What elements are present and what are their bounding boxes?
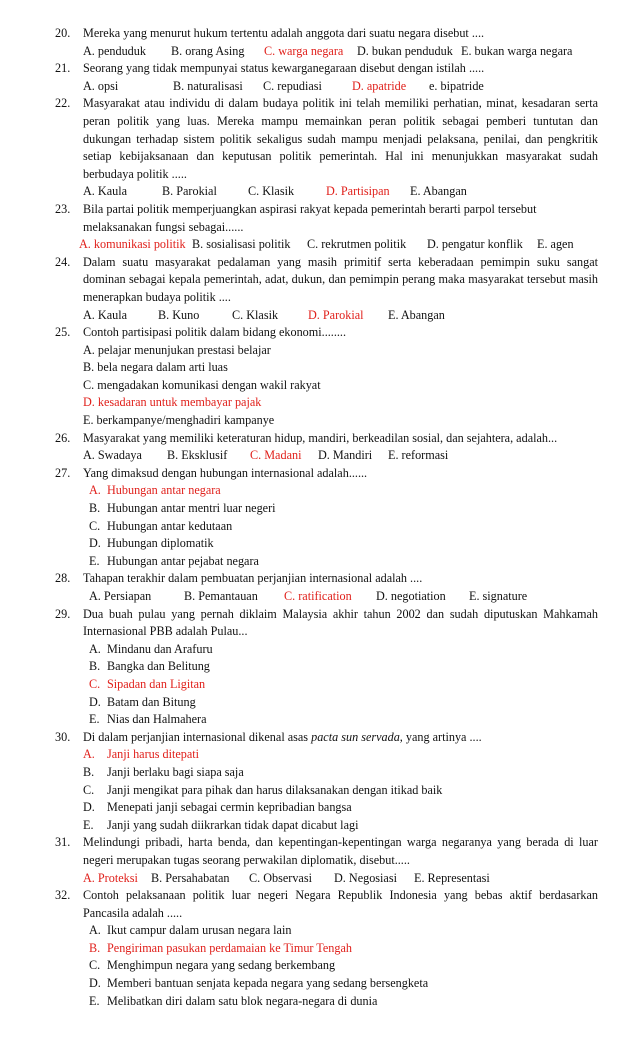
option-e: E. Nias dan Halmahera (89, 712, 207, 727)
option-a-answer: A. Janji harus ditepati (83, 747, 200, 762)
option-b: B. Bangka dan Belitung (89, 659, 210, 674)
question-23 (55, 201, 598, 254)
option-b: B. Eksklusif (167, 448, 228, 463)
question-stem: Contoh partisipasi politik dalam bidang ekonomi........ (83, 325, 347, 340)
question-number: 22. (55, 96, 71, 111)
options-row (79, 236, 598, 254)
question-number: 29. (55, 606, 71, 621)
option-b: B. Janji berlaku bagi siapa saja (83, 764, 244, 779)
question-32 (55, 887, 598, 1010)
option-a: A. penduduk (83, 43, 146, 58)
question-31 (55, 834, 598, 887)
option-d: D. pengatur konflik (427, 237, 523, 252)
question-number: 28. (55, 571, 71, 586)
options-list (83, 342, 598, 430)
option-d: D. Memberi bantuan senjata kepada negara yang sedang bersengketa (89, 976, 429, 991)
options-list (83, 482, 598, 570)
question-29 (55, 606, 598, 729)
option-d-answer: D. Partisipan (326, 184, 390, 199)
option-e: E. Abangan (410, 184, 467, 199)
option-b: B. orang Asing (171, 43, 245, 58)
option-c-answer: C. ratification (284, 589, 352, 603)
question-stem: Contoh pelaksanaan politik luar negeri Negara Republik Indonesia yang bebas aktif berdasarkan Pancasila adalah ..... (83, 888, 598, 920)
option-c-answer: C. Sipadan dan Ligitan (89, 676, 206, 691)
question-28 (55, 570, 598, 605)
options-row (83, 447, 598, 465)
question-stem: Di dalam perjanjian internasional dikenal asas pacta sun servada, yang artinya .... (83, 729, 482, 744)
option-e: e. bipatride (429, 78, 484, 93)
question-number: 25. (55, 325, 71, 340)
option-c: C. Observasi (249, 870, 312, 885)
question-21 (55, 60, 598, 95)
question-30 (55, 729, 598, 835)
option-c: C. rekrutmen politik (307, 237, 407, 252)
option-a: A. Swadaya (83, 448, 142, 463)
question-number: 24. (55, 254, 71, 269)
option-e: E. berkampanye/menghadiri kampanye (83, 413, 275, 428)
option-b: B. Parokial (162, 184, 217, 199)
question-stem: Melindungi pribadi, harta benda, dan kepentingan-kepentingan warga negaranya yang berada di luar negeri merupakan tugas seorang perwakilan diplomatik, disebut..... (83, 835, 598, 867)
question-number: 30. (55, 729, 71, 744)
option-a: A. Kaula (83, 184, 127, 199)
option-d-answer: D. apatride (352, 78, 407, 93)
options-row (83, 43, 598, 61)
option-b: B. Pemantauan (184, 589, 258, 603)
option-a-answer: A. Hubungan antar negara (89, 483, 221, 498)
question-stem: Dua buah pulau yang pernah diklaim Malaysia akhir tahun 2002 dan sudah diputuskan Mahkamah Internasional PBB adalah Pulau... (83, 606, 598, 639)
option-e: E. Abangan (388, 307, 445, 322)
option-e: E. Melibatkan diri dalam satu blok negara-negara di dunia (89, 993, 378, 1008)
options-list (83, 641, 598, 729)
option-e: E. Janji yang sudah diikrarkan tidak dapat dicabut lagi (83, 817, 359, 832)
option-c: C. mengadakan komunikasi dengan wakil rakyat (83, 377, 321, 392)
question-25 (55, 324, 598, 430)
options-row (83, 588, 598, 606)
question-stem: Mereka yang menurut hukum tertentu adalah anggota dari suatu negara disebut .... (83, 26, 485, 40)
option-c: C. Janji mengikat para pihak dan harus dilaksanakan dengan itikad baik (83, 782, 443, 797)
question-stem: Masyarakat atau individu di dalam budaya politik ini telah memiliki perhatian, minat, kesadaran serta peran politik yang luas. Mereka mampu memainkan peran politik sebagai pemberi tuntutan dan dukungan terhadap sistem politik sekaligus sudah mampu menjadi pelaksana, penilai, dan pengkritik setiap kebijaksanaan dan keputusan politik pemerintah. Hal ini menunjukkan masyarakat sudah berbudaya politik ..... (83, 96, 598, 181)
latin-term: pacta sun servada, (311, 729, 403, 744)
question-stem: Seorang yang tidak mempunyai status kewarganegaraan disebut dengan istilah ..... (83, 61, 485, 76)
question-stem: Bila partai politik memperjuangkan aspirasi rakyat kepada pemerintah berarti parpol tersebut melaksanakan fungsi sebagai...... (83, 201, 537, 234)
question-number: 31. (55, 835, 71, 850)
options-row (83, 78, 598, 96)
option-a: A. Ikut campur dalam urusan negara lain (89, 923, 292, 938)
option-b: B. Kuno (158, 307, 200, 322)
option-d-answer: D. Parokial (308, 307, 364, 322)
question-stem: Masyarakat yang memiliki keteraturan hidup, mandiri, berkeadilan sosial, dan sejahtera, adalah... (83, 430, 558, 445)
question-number: 21. (55, 61, 71, 76)
option-c: C. Hubungan antar kedutaan (89, 518, 233, 533)
question-26 (55, 430, 598, 465)
option-d: D. Mandiri (318, 448, 373, 463)
option-d: D. bukan penduduk (357, 43, 453, 58)
option-b: B. bela negara dalam arti luas (83, 360, 228, 375)
options-list (83, 922, 598, 1010)
question-stem: Dalam suatu masyarakat pedalaman yang masih primitif serta keberadaan pemimpin suku sangat dominan sebagai kepala pemerintah, adat, dukun, dan pemimpin perang maka masyarakat tersebut masih menerapkan budaya politik .... (83, 254, 598, 304)
option-e: E. Hubungan antar pejabat negara (89, 553, 259, 568)
question-number: 26. (55, 430, 71, 445)
question-stem: Tahapan terakhir dalam pembuatan perjanjian internasional adalah .... (83, 571, 423, 586)
option-b: B. naturalisasi (173, 78, 243, 93)
options-row (83, 307, 598, 325)
question-stem: Yang dimaksud dengan hubungan internasional adalah...... (83, 465, 368, 480)
option-c-answer: C. Madani (250, 448, 302, 463)
option-c-answer: C. warga negara (264, 43, 344, 58)
option-b: B. Persahabatan (151, 870, 230, 885)
option-c: C. Menghimpun negara yang sedang berkembang (89, 958, 336, 973)
question-22 (55, 95, 598, 201)
option-e: E. bukan warga negara (461, 43, 573, 58)
options-row (83, 183, 598, 201)
option-c: C. repudiasi (263, 78, 322, 93)
option-d: D. Batam dan Bitung (89, 694, 196, 709)
option-a: A. Mindanu dan Arafuru (89, 641, 213, 656)
option-d: D. negotiation (376, 589, 446, 603)
option-b: B. Hubungan antar mentri luar negeri (89, 501, 276, 516)
question-number: 20. (55, 26, 71, 40)
option-a: A. pelajar menunjukan prestasi belajar (83, 342, 271, 357)
question-number: 27. (55, 465, 71, 480)
option-d: D. Negosiasi (334, 870, 397, 885)
option-e: E. Representasi (414, 870, 490, 885)
option-b-answer: B. Pengiriman pasukan perdamaian ke Timur Tengah (89, 940, 352, 955)
question-27 (55, 465, 598, 571)
question-number: 23. (55, 201, 71, 216)
option-c: C. Klasik (232, 307, 279, 322)
option-c: C. Klasik (248, 184, 295, 199)
question-24 (55, 254, 598, 324)
option-e: E. signature (469, 589, 528, 603)
option-b: B. sosialisasi politik (192, 237, 291, 252)
option-d-answer: D. kesadaran untuk membayar pajak (83, 395, 262, 410)
option-a: A. Kaula (83, 307, 127, 322)
option-e: E. reformasi (388, 448, 449, 463)
option-d: D. Menepati janji sebagai cermin kepribadian bangsa (83, 800, 352, 815)
option-a-answer: A. komunikasi politik (79, 237, 186, 252)
options-list (83, 746, 598, 834)
option-a-answer: A. Proteksi (83, 870, 138, 885)
question-20 (55, 25, 598, 60)
option-a: A. opsi (83, 78, 119, 93)
option-d: D. Hubungan diplomatik (89, 536, 214, 551)
option-e: E. agen (537, 237, 574, 252)
option-a: A. Persiapan (89, 589, 152, 603)
question-number: 32. (55, 888, 71, 903)
options-row (83, 870, 598, 888)
